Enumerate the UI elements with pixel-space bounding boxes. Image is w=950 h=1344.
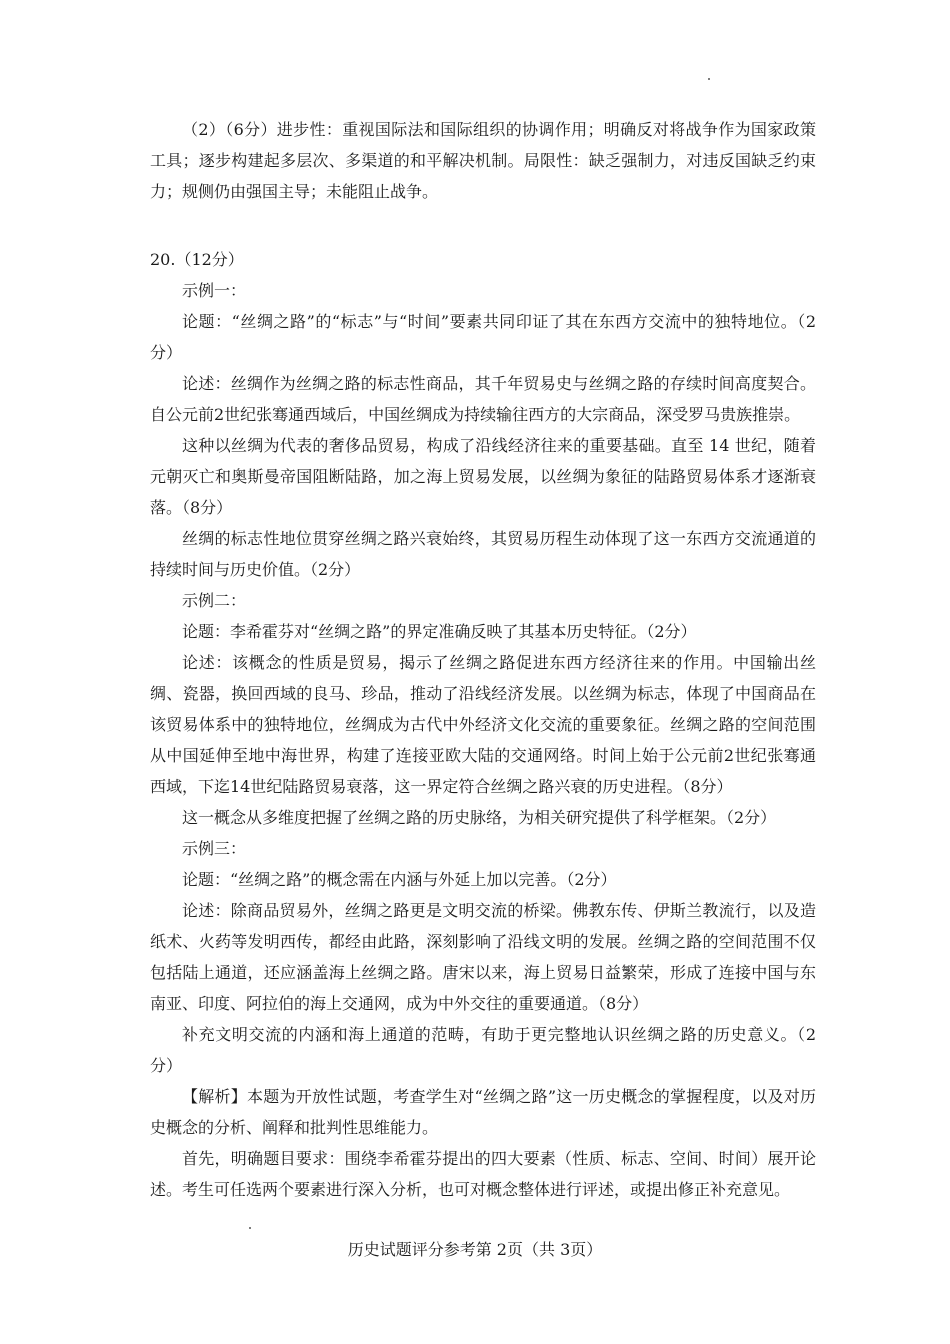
q19-part2-answer: （2）（6分）进步性：重视国际法和国际组织的协调作用；明确反对将战争作为国家政策工具；逐步构建起多层次、多渠道的和平解决机制。局限性：缺乏强制力，对违反国缺乏约束力；规侧仍由强国主导；未能阻止战争。 [150,120,816,201]
example-1-argument-1: 论述：丝绸作为丝绸之路的标志性商品，其千年贸易史与丝绸之路的存续时间高度契合。自公元前2世纪张骞通西域后，中国丝绸成为持续输往西方的大宗商品，深受罗马贵族推崇。 [150,374,816,424]
page-footer: 历史试题评分参考第 2页（共 3页） [347,1240,603,1259]
example-3-argument: 论述：除商品贸易外，丝绸之路更是文明交流的桥梁。佛教东传、伊斯兰教流行，以及造纸术、火药等发明西传，都经由此路，深刻影响了沿线文明的发展。丝绸之路的空间范围不仅包括陆上通道，还应涵盖海上丝绸之路。唐宋以来，海上贸易日益繁荣，形成了连接中国与东南亚、印度、阿拉伯的海上交通网，成为中外交往的重要通道。（8分） [150,901,816,1013]
example-2-conclusion: 这一概念从多维度把握了丝绸之路的历史脉络，为相关研究提供了科学框架。（2分） [182,808,777,827]
answer-content [150,114,816,1205]
example-2-label: 示例二： [182,591,247,610]
scan-speck [249,1227,251,1229]
scan-speck [708,78,710,80]
analysis-paragraph [150,1081,816,1143]
example-1-argument-2: 这种以丝绸为代表的奢侈品贸易，构成了沿线经济往来的重要基础。直至 14 世纪，随着元朝灭亡和奥斯曼帝国阻断陆路，加之海上贸易发展，以丝绸为象征的陆路贸易体系才逐渐衰落。（8分） [150,436,816,517]
spacer [150,207,816,223]
example-2-argument: 论述：该概念的性质是贸易，揭示了丝绸之路促进东西方经济往来的作用。中国输出丝绸、瓷器，换回西域的良马、珍品，推动了沿线经济发展。以丝绸为标志，体现了中国商品在该贸易体系中的独特地位，丝绸成为古代中外经济文化交流的重要象征。丝绸之路的空间范围从中国延伸至地中海世界，构建了连接亚欧大陆的交通网络。时间上始于公元前2世纪张骞通西域，下迄14世纪陆路贸易衰落，这一界定符合丝绸之路兴衰的历史进程。（8分） [150,653,816,796]
example-1-conclusion: 丝绸的标志性地位贯穿丝绸之路兴衰始终，其贸易历程生动体现了这一东西方交流通道的持续时间与历史价值。（2分） [150,529,816,579]
analysis-first-step: 首先，明确题目要求：围绕李希霍芬提出的四大要素（性质、标志、空间、时间）展开论述。考生可任选两个要素进行深入分析，也可对概念整体进行评述，或提出修正补充意见。 [150,1149,816,1199]
example-2-thesis: 论题：李希霍芬对“丝绸之路”的界定准确反映了其基本历史特征。（2分） [182,622,697,641]
example-1-label: 示例一： [182,281,247,300]
example-3-thesis: 论题：“丝绸之路”的概念需在内涵与外延上加以完善。（2分） [182,870,617,889]
analysis-label: 【解析】 [182,1087,247,1106]
example-3-conclusion: 补充文明交流的内涵和海上通道的范畴，有助于更完整地认识丝绸之路的历史意义。（2分） [150,1025,816,1075]
q20-header: 20.（12分） [150,250,244,269]
example-3-label: 示例三： [182,839,247,858]
example-1-thesis: 论题：“丝绸之路”的“标志”与“时间”要素共同印证了其在东西方交流中的独特地位。（2分） [150,312,816,362]
analysis-text: 本题为开放性试题，考查学生对“丝绸之路”这一历史概念的掌握程度，以及对历史概念的分析、阐释和批判性思维能力。 [150,1087,816,1137]
